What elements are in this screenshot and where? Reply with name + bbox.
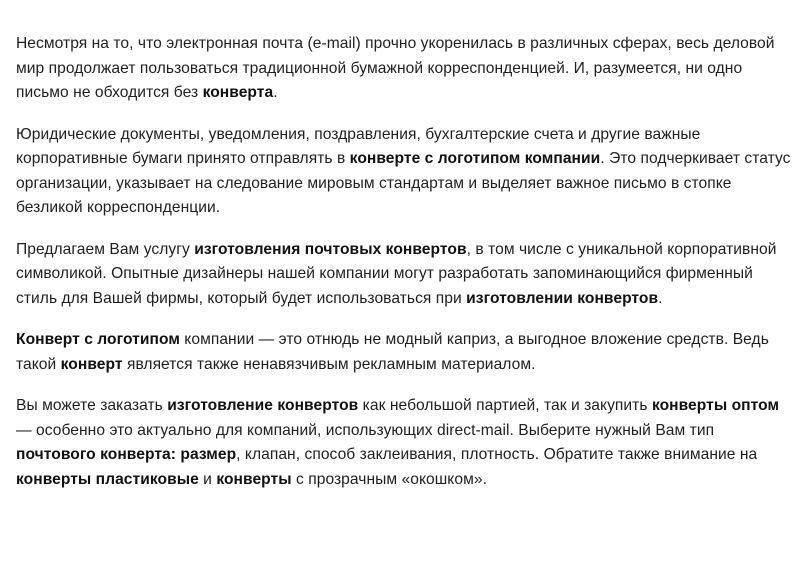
text-run: Юридические документы, уведомления, поздравления, бухгалтерские счета и другие важные корпоративные бумаги принято отправлять в bbox=[16, 125, 701, 167]
bold-keyword: изготовления почтовых конвертов bbox=[194, 240, 467, 258]
bold-keyword: конверта bbox=[202, 84, 274, 101]
text-run: , клапан, способ заклеивания, плотность. Обратите также внимание на bbox=[236, 446, 758, 463]
bold-keyword: изготовление конвертов bbox=[167, 397, 359, 414]
text-run: Вы можете заказать bbox=[16, 397, 168, 414]
text-run: Предлагаем Вам услугу bbox=[16, 240, 195, 258]
text-run: — особенно это актуально для компаний, использующих direct-mail. Выберите нужный Вам тип bbox=[16, 421, 715, 439]
paragraph-service bbox=[16, 238, 792, 312]
text-run: . bbox=[273, 84, 278, 101]
bold-keyword: конверте с логотипом компании bbox=[349, 150, 601, 167]
bold-keyword: конверт bbox=[60, 355, 123, 373]
bold-keyword: конверты bbox=[216, 470, 292, 488]
bold-keyword: изготовлении конвертов bbox=[466, 289, 659, 307]
text-run: с прозрачным «окошком». bbox=[291, 470, 487, 488]
text-run: Несмотря на то, что электронная почта (e-mail) прочно укоренилась в различных сферах, весь деловой мир продолжает пользоваться традиционной бумажной корреспонденцией. И, разумеется, ни одно письмо не обходится без bbox=[16, 35, 775, 101]
bold-keyword: конверты пластиковые bbox=[16, 470, 199, 488]
document-body bbox=[16, 32, 792, 509]
text-run: и bbox=[198, 470, 217, 488]
paragraph-order bbox=[16, 394, 792, 492]
text-run: . bbox=[658, 289, 663, 307]
text-run: . Это подчеркивает статус организации, указывает на следование мировым стандартам и выделяет важное письмо в стопке безликой корреспонденции. bbox=[16, 150, 791, 216]
text-run: как небольшой партией, так и закупить bbox=[358, 397, 652, 414]
text-run: , в том числе с уникальной корпоративной символикой. Опытные дизайнеры нашей компании могут разработать запоминающийся фирменный стиль для Вашей фирмы, который будет использоваться при bbox=[16, 240, 777, 307]
bold-keyword: конверты оптом bbox=[651, 397, 780, 414]
bold-keyword: Конверт с логотипом bbox=[16, 331, 180, 348]
paragraph-documents bbox=[16, 123, 792, 221]
paragraph-intro bbox=[16, 32, 792, 106]
paragraph-investment bbox=[16, 328, 792, 377]
text-run: является также ненавязчивым рекламным материалом. bbox=[122, 355, 536, 373]
text-run: компании — это отнюдь не модный каприз, а выгодное вложение средств. Ведь такой bbox=[16, 331, 769, 373]
bold-keyword: почтового конверта: размер bbox=[16, 446, 237, 463]
